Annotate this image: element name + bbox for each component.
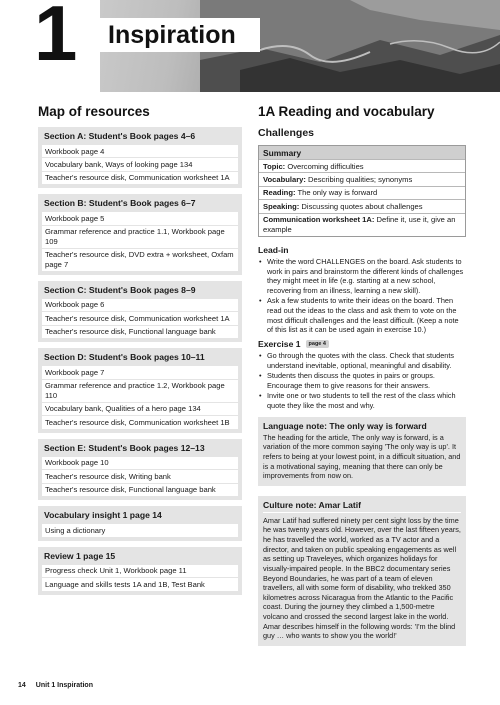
resource-row: Progress check Unit 1, Workbook page 11	[42, 565, 238, 577]
language-note-box	[258, 417, 466, 486]
section-title: Section A: Student's Book pages 4–6	[44, 131, 196, 141]
list-item: • Go through the quotes with the class. Check that students understand inevitable, optional, meaningful and disability.	[258, 351, 466, 370]
culture-note-box	[258, 496, 466, 646]
summary-row	[259, 186, 465, 199]
summary-text: Discussing quotes about challenges	[301, 201, 423, 211]
summary-row	[259, 159, 465, 172]
resource-row: Vocabulary bank, Ways of looking page 134	[42, 158, 238, 170]
section-c-box	[38, 281, 242, 342]
section-e-box	[38, 439, 242, 500]
resource-row: Teacher's resource disk, DVD extra + worksheet, Oxfam page 7	[42, 249, 238, 271]
page-footer	[18, 682, 93, 689]
section-title: Section B: Student's Book pages 6–7	[44, 198, 196, 209]
map-of-resources	[38, 104, 242, 601]
summary-label: Communication worksheet 1A:	[263, 215, 375, 225]
list-item: • Write the word CHALLENGES on the board. Ask students to work in pairs and brainstorm the different kinds of challenges they might meet in life (e.g. starting at a new school, recovering from an illness, learning a new skill).	[258, 257, 466, 296]
lesson-heading: 1A Reading and vocabulary	[258, 104, 435, 119]
summary-label: Topic:	[263, 161, 286, 171]
resource-row: Vocabulary bank, Qualities of a hero page 134	[42, 403, 238, 415]
section-b-box	[38, 194, 242, 274]
section-title: Vocabulary insight 1 page 14	[44, 510, 162, 521]
resource-row: Teacher's resource disk, Writing bank	[42, 470, 238, 482]
footer-label: Unit 1 Inspiration	[35, 682, 93, 689]
list-item: • Invite one or two students to tell the rest of the class which quote they like the most and why.	[258, 391, 466, 410]
resource-row: Workbook page 6	[42, 299, 238, 311]
resource-row: Workbook page 4	[42, 145, 238, 157]
section-a-box	[38, 127, 242, 188]
summary-text: The only way is forward	[297, 188, 378, 198]
resource-row: Workbook page 5	[42, 212, 238, 224]
resource-row: Grammar reference and practice 1.2, Workbook page 110	[42, 380, 238, 402]
summary-row	[259, 172, 465, 185]
language-note-title: Language note: The only way is forward	[263, 420, 427, 431]
lesson-subheading: Challenges	[258, 127, 315, 139]
language-note-text: The heading for the article, The only way is forward, is a variation of the more common saying 'The only way is up'. It refers to being at your lowest point, in a difficult situation, and is a motivational saying, meaning that there can only be improvements from now on.	[263, 432, 461, 481]
resource-row: Using a dictionary	[42, 524, 238, 536]
summary-text: Overcoming difficulties	[287, 161, 364, 171]
section-title: Section C: Student's Book pages 8–9	[44, 284, 196, 295]
exercise-1-header	[258, 339, 466, 349]
resource-row: Teacher's resource disk, Functional language bank	[42, 326, 238, 338]
page-tag-badge: page 4	[306, 340, 329, 348]
summary-label: Reading:	[263, 188, 296, 198]
page-number: 14	[18, 682, 26, 689]
culture-note-text: Amar Latif had suffered ninety per cent sight loss by the time he was twenty years old. However, over the last fifteen years, he has travelled the world, worked as a TV actor and a director, and taken on public speaking engagements as well as setting up Traveleyes, which organizes holidays for visually-impaired people. In the BBC2 documentary series Beyond Boundaries, he was part of a team of eleven travellers, all with some form of disability, who trekked 350 kilometres across Nicaragua from the Atlantic to the Pacific coast. During the journey they climbed a 1,500-metre volcano and crossed the second largest lake in the world. Amar describes himself in the following words: 'I'm the blind guy … who wants to show you the world!'	[263, 515, 461, 641]
map-heading: Map of resources	[38, 104, 150, 119]
resource-row: Workbook page 10	[42, 457, 238, 469]
section-title: Review 1 page 15	[44, 550, 116, 561]
resource-row: Grammar reference and practice 1.1, Workbook page 109	[42, 226, 238, 248]
exercise-1-list	[258, 351, 466, 411]
vocabulary-insight-box	[38, 506, 242, 540]
exercise-1-title: Exercise 1	[258, 338, 301, 349]
lesson-column	[258, 104, 466, 646]
resource-row: Workbook page 7	[42, 366, 238, 378]
list-item: • Ask a few students to write their ideas on the board. Then read out the ideas to the class and ask them to vote on the most difficult challenges and the least difficult. (Keep a note of this list as it can be used again in exercise 10.)	[258, 296, 466, 335]
summary-text: Describing qualities; synonyms	[308, 174, 413, 184]
section-d-box	[38, 348, 242, 432]
summary-row	[259, 199, 465, 212]
resource-row: Teacher's resource disk, Functional language bank	[42, 484, 238, 496]
resource-row: Teacher's resource disk, Communication worksheet 1A	[42, 312, 238, 324]
summary-text: Define it, use it, give an example	[263, 215, 456, 234]
summary-table	[258, 145, 466, 237]
unit-number: 1	[34, 0, 76, 77]
resource-row: Teacher's resource disk, Communication worksheet 1A	[42, 172, 238, 184]
lead-in-title: Lead-in	[258, 244, 289, 255]
culture-note-title: Culture note: Amar Latif	[263, 500, 461, 513]
review-box	[38, 547, 242, 595]
summary-label: Vocabulary:	[263, 174, 306, 184]
list-item: • Students then discuss the quotes in pairs or groups. Encourage them to give reasons for their answers.	[258, 371, 466, 390]
section-title: Section E: Student's Book pages 12–13	[44, 442, 205, 453]
section-title: Section D: Student's Book pages 10–11	[44, 352, 205, 363]
resource-row: Language and skills tests 1A and 1B, Test Bank	[42, 578, 238, 590]
unit-title: Inspiration	[108, 21, 236, 49]
summary-title: Summary	[259, 146, 465, 159]
summary-label: Speaking:	[263, 201, 300, 211]
lead-in-list	[258, 257, 466, 335]
summary-row	[259, 213, 465, 236]
resource-row: Teacher's resource disk, Communication worksheet 1B	[42, 416, 238, 428]
